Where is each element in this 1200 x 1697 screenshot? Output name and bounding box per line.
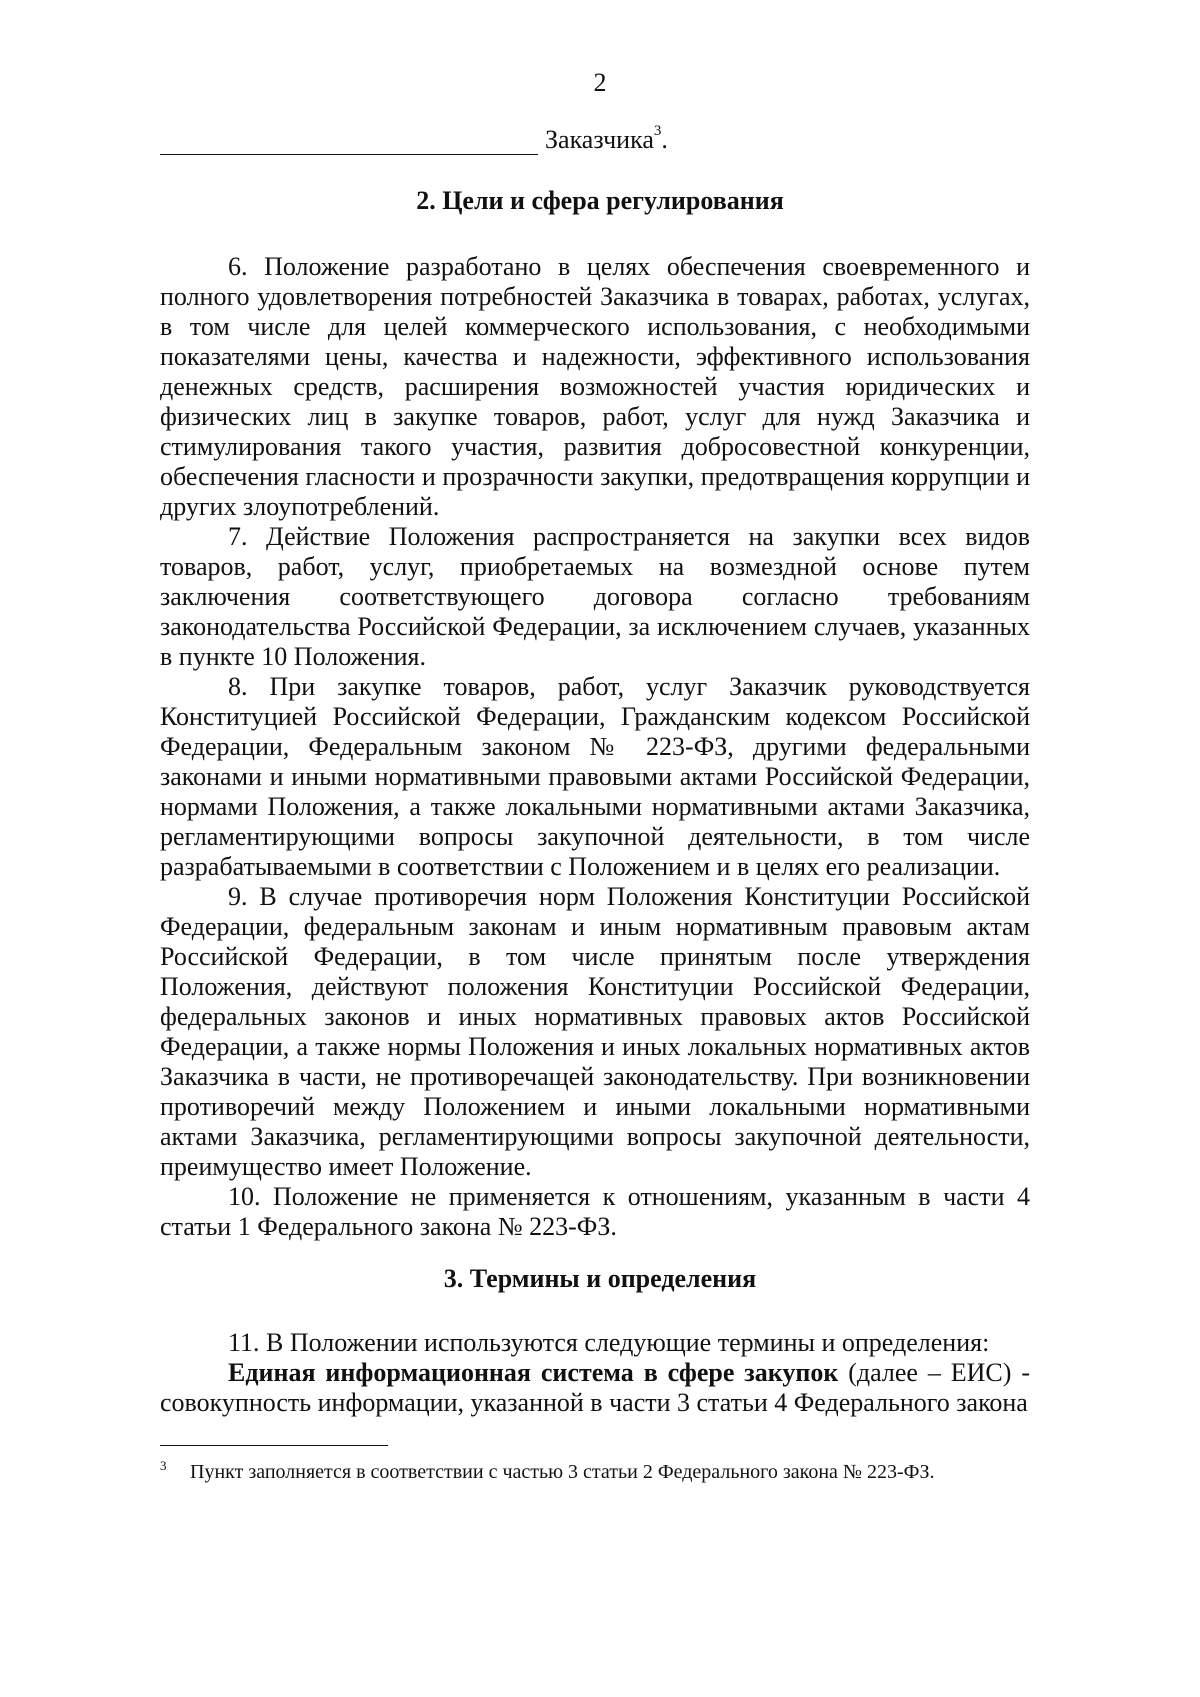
blank-underline — [160, 126, 538, 155]
header-period: . — [661, 125, 668, 154]
footnote-mark: 3 — [160, 1458, 167, 1473]
section-3-body — [160, 1328, 1030, 1418]
customer-label: Заказчика — [545, 125, 654, 154]
term-definition — [160, 1358, 1030, 1418]
paragraph-6: 6. Положение разработано в целях обеспечения своевременного и полного удовлетворения потребностей Заказчика в товарах, работах, услугах, в том числе для целей коммерческого использования, с необходимыми показателями цены, качества и надежности, эффективного использования денежных средств, расширения возможностей участия юридических и физических лиц в закупке товаров, работ, услуг для нужд Заказчика и стимулирования такого участия, развития добросовестной конкуренции, обеспечения гласности и прозрачности закупки, предотвращения коррупции и других злоупотреблений. — [160, 252, 1030, 521]
paragraph-9: 9. В случае противоречия норм Положения Конституции Российской Федерации, федеральным законам и иным нормативным правовым актам Российской Федерации, в том числе принятым после утверждения Положения, действуют положения Конституции Российской Федерации, федеральных законов и иных нормативных правовых актов Российской Федерации, а также нормы Положения и иных локальных нормативных актов Заказчика в части, не противоречащей законодательству. При возникновении противоречий между Положением и иными локальными нормативными актами Заказчика, регламентирующими вопросы закупочной деятельности, преимущество имеет Положение. — [160, 882, 1030, 1181]
footnote-reference: 3 — [653, 123, 662, 139]
page-number: 2 — [593, 68, 607, 97]
customer-name-line — [160, 125, 668, 155]
section-2-title: 2. Цели и сфера регулирования — [416, 186, 784, 215]
term-description: (далее – ЕИС) - совокупность информации, указанной в части 3 статьи 4 Федерального закона — [160, 1358, 1030, 1417]
paragraph-10: 10. Положение не применяется к отношениям, указанным в части 4 статьи 1 Федерального закона № 223-ФЗ. — [160, 1182, 1030, 1241]
paragraph-11: 11. В Положении используются следующие термины и определения: — [228, 1328, 990, 1357]
section-2-body — [160, 252, 1030, 1242]
section-3-title: 3. Термины и определения — [443, 1264, 757, 1293]
footnote-text: Пункт заполняется в соответствии с частью 3 статьи 2 Федерального закона № 223-ФЗ. — [190, 1461, 935, 1483]
paragraph-8: 8. При закупке товаров, работ, услуг Заказчик руководствуется Конституцией Российской Федерации, Гражданским кодексом Российской Федерации, Федеральным законом № 223-ФЗ, другими федеральными законами и иными нормативными правовыми актами Российской Федерации, нормами Положения, а также локальными нормативными актами Заказчика, регламентирующими вопросы закупочной деятельности, в том числе разрабатываемыми в соответствии с Положением и в целях его реализации. — [160, 672, 1030, 881]
term-name: Единая информационная система в сфере закупок — [228, 1358, 839, 1387]
footnote-separator — [160, 1445, 388, 1446]
paragraph-7: 7. Действие Положения распространяется на закупки всех видов товаров, работ, услуг, приобретаемых на возмездной основе путем заключения соответствующего договора согласно требованиям законодательства Российской Федерации, за исключением случаев, указанных в пункте 10 Положения. — [160, 522, 1030, 671]
